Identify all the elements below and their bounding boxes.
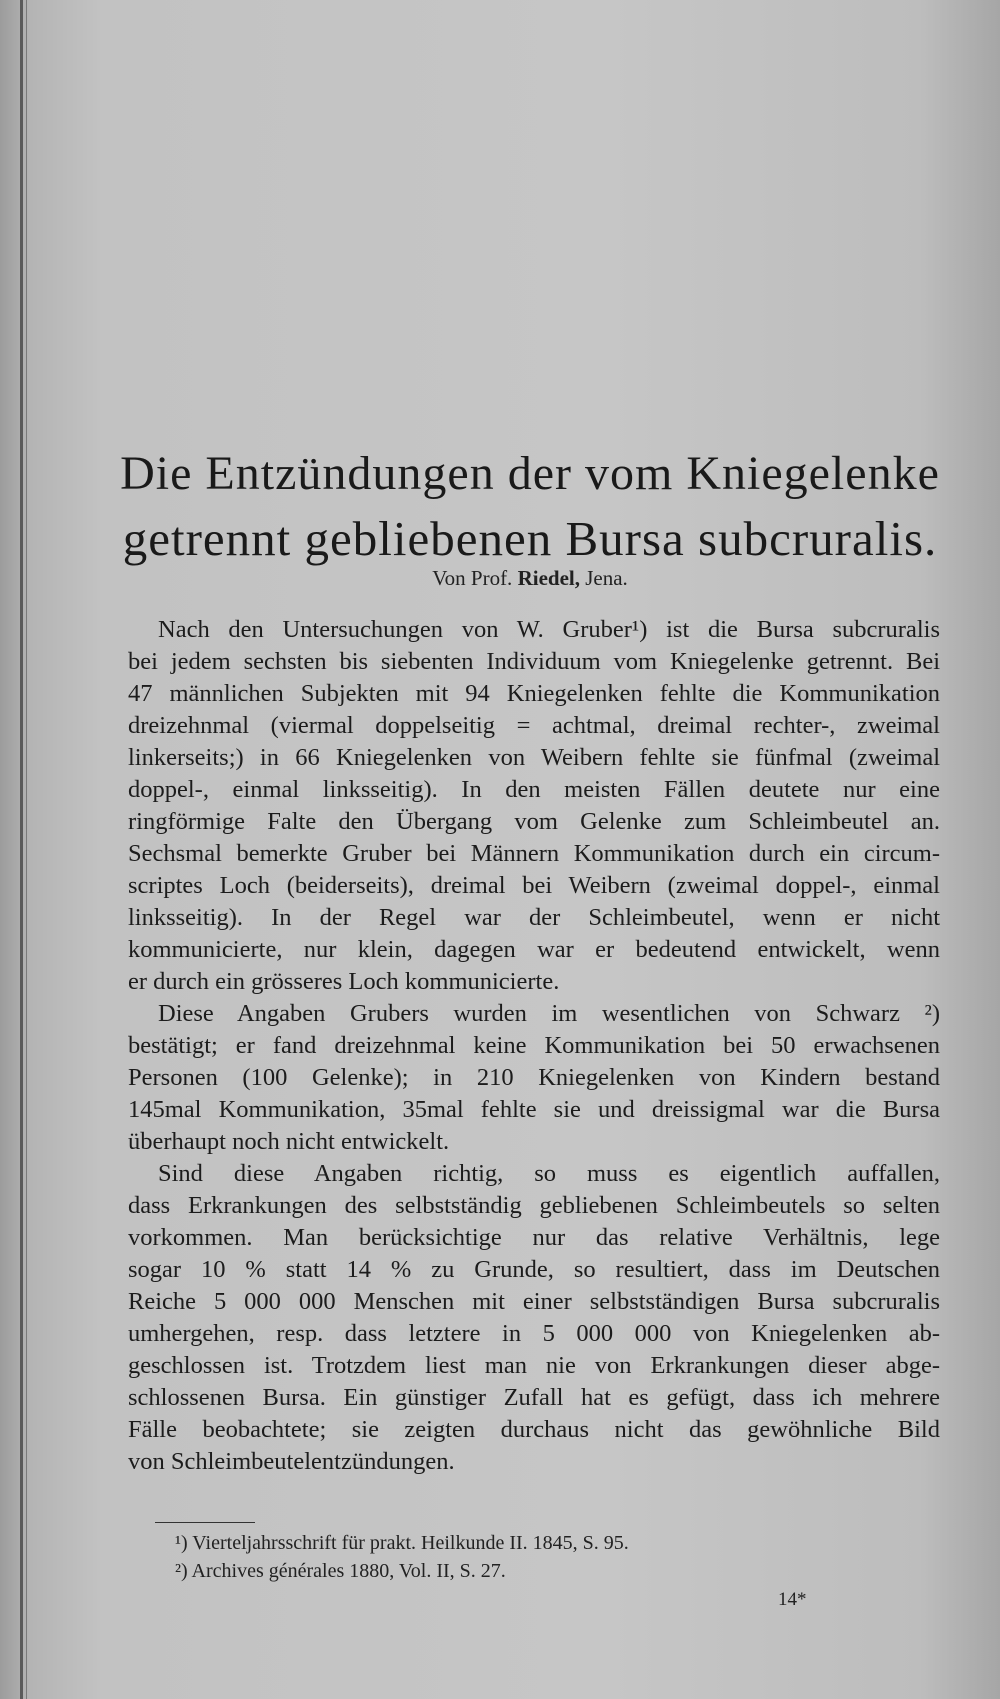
body-line: 47 männlichen Subjekten mit 94 Kniegelenken fehlte die Kommunikation [128, 680, 940, 707]
body-line: vorkommen. Man berücksichtige nur das relative Verhältnis, lege [128, 1224, 940, 1251]
page-spine-shadow [20, 0, 23, 1699]
byline-author: Riedel, [517, 566, 580, 590]
body-line: linksseitig). In der Regel war der Schleimbeutel, wenn er nicht [128, 904, 940, 931]
footnote-1: ¹) Vierteljahrsschrift für prakt. Heilkunde II. 1845, S. 95. [175, 1532, 629, 1554]
footnote-rule [155, 1522, 255, 1523]
body-line: linkerseits;) in 66 Kniegelenken von Weibern fehlte sie fünfmal (zweimal [128, 744, 940, 771]
body-line: bestätigt; er fand dreizehnmal keine Kommunikation bei 50 erwachsenen [128, 1032, 940, 1059]
body-line: von Schleimbeutelentzündungen. [128, 1448, 455, 1475]
body-line: scriptes Loch (beiderseits), dreimal bei Weibern (zweimal doppel-, einmal [128, 872, 940, 899]
body-line: schlossenen Bursa. Ein günstiger Zufall hat es gefügt, dass ich mehrere [128, 1384, 940, 1411]
body-line: dreizehnmal (viermal doppelseitig = achtmal, dreimal rechter-, zweimal [128, 712, 940, 739]
article-title-line-1: Die Entzündungen der vom Kniegelenke [120, 447, 940, 500]
byline-place: Jena. [585, 566, 628, 590]
body-line: Reiche 5 000 000 Menschen mit einer selbstständigen Bursa subcruralis [128, 1288, 940, 1315]
body-line: dass Erkrankungen des selbstständig gebliebenen Schleimbeutels so selten [128, 1192, 940, 1219]
body-line: Sind diese Angaben richtig, so muss es eigentlich auffallen, [158, 1160, 940, 1187]
body-line: geschlossen ist. Trotzdem liest man nie von Erkrankungen dieser abge- [128, 1352, 940, 1379]
byline [120, 566, 940, 591]
article-title-line-2: getrennt gebliebenen Bursa subcruralis. [122, 511, 938, 566]
body-line: kommunicierte, nur klein, dagegen war er bedeutend entwickelt, wenn [128, 936, 940, 963]
body-line: sogar 10 % statt 14 % zu Grunde, so resultiert, dass im Deutschen [128, 1256, 940, 1283]
body-line: er durch ein grösseres Loch kommunicierte. [128, 968, 560, 995]
body-line: doppel-, einmal linksseitig). In den meisten Fällen deutete nur eine [128, 776, 940, 803]
body-line: Diese Angaben Grubers wurden im wesentlichen von Schwarz ²) [158, 1000, 940, 1027]
body-line: Sechsmal bemerkte Gruber bei Männern Kommunikation durch ein circum- [128, 840, 940, 867]
signature-mark: 14* [778, 1589, 807, 1610]
body-line: überhaupt noch nicht entwickelt. [128, 1128, 450, 1155]
article-body [128, 614, 940, 1478]
body-line: Nach den Untersuchungen von W. Gruber¹) ist die Bursa subcruralis [158, 616, 940, 643]
byline-prefix: Von Prof. [432, 566, 513, 590]
page-spine-line [26, 0, 27, 1699]
body-line: bei jedem sechsten bis siebenten Individuum vom Kniegelenke getrennt. Bei [128, 648, 940, 675]
body-line: Personen (100 Gelenke); in 210 Kniegelenken von Kindern bestand [128, 1064, 940, 1091]
body-line: umhergehen, resp. dass letztere in 5 000 000 von Kniegelenken ab- [128, 1320, 940, 1347]
body-line: 145mal Kommunikation, 35mal fehlte sie und dreissigmal war die Bursa [128, 1096, 940, 1123]
body-line: ringförmige Falte den Übergang vom Gelenke zum Schleimbeutel an. [128, 808, 940, 835]
body-line: Fälle beobachtete; sie zeigten durchaus nicht das gewöhnliche Bild [128, 1416, 940, 1443]
footnote-2: ²) Archives générales 1880, Vol. II, S. 27. [175, 1560, 506, 1582]
